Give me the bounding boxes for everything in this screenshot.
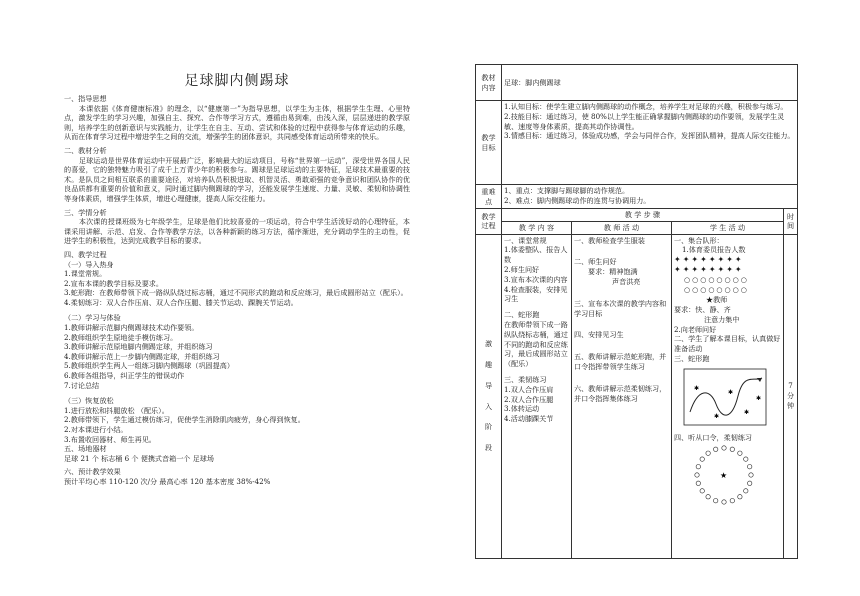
content-column: 一、课堂常规 1.体委整队、报告人数 2.师生问好 3.宣布本次课的内容 4.检查服装，安排见习生 二、蛇形跑 在教师带领下成一路纵队绕标志桶，通过不同的跑动和反应练习，最后成圆形站立（配乐） 三、柔韧练习 1.双人合作压肩 2.双人合作压腿 3.体转运动 4.活动膝踝关节 (502, 234, 572, 558)
effect-line: 预计平均心率 110-120 次/分 最高心率 120 基本密度 38%-42% (64, 476, 271, 486)
section-heading: 一、指导思想 (64, 94, 107, 103)
steps-label: 教 学 步 骤 (502, 209, 784, 222)
process-label: 教学过程 (476, 209, 502, 235)
student-marker (696, 465, 700, 469)
list-item: 3.教师讲解示范原地脚内侧踢定球，并组织练习 (64, 342, 213, 352)
student-marker (722, 446, 726, 450)
student-marker (730, 447, 734, 451)
svg-text:✱: ✱ (744, 408, 750, 416)
student-formation-row: ✦✦✦✦✦✦✦✦ (674, 255, 744, 265)
time-label: 时间 (784, 209, 798, 235)
list-item: 1.课堂常规。 (64, 269, 107, 279)
list-item: 1.教师讲解示范脚内侧踢球技术动作要领。 (64, 323, 199, 333)
student-marker (730, 499, 734, 503)
student-marker (748, 481, 752, 485)
student-marker (696, 481, 700, 485)
list-item: 1.进行放松和抖腿放松 （配乐）。 (64, 405, 169, 415)
section-heading: 三、学情分析 (64, 207, 107, 217)
content-value: 足球：脚内侧踢球 (502, 65, 798, 101)
page-title: 足球脚内侧踢球 (184, 73, 290, 89)
student-marker (738, 451, 742, 455)
section-heading: 六、预计教学效果 (64, 467, 121, 477)
student-marker (714, 499, 718, 503)
teacher-marker: ★教师 (706, 295, 728, 305)
svg-text:✱: ✱ (728, 388, 734, 396)
equipment-line: 足球 21 个 标志桶 6 个 便携式音箱一个 足球场 (64, 453, 214, 463)
student-column: 一、集合队形： 1.体育委员报告人数 ✦✦✦✦✦✦✦✦ ✦✦✦✦✦✦✦✦ ○○○○○○○○ ○○○○○○○○ ★教师 要求：快、静、齐 注意力集中 2.向老师问好 二、学生了解本课目标，认真做好准备活动 三、蛇形跑 ✱ ✱ ✱ ✱ ✱ 四、听从口令，柔韧练习 ★ (672, 234, 784, 558)
list-item: 2.教师带领下，学生通过模仿练习，促使学生消除肌肉疲劳，身心得到恢复。 (64, 415, 305, 425)
student-marker (706, 495, 710, 499)
student-marker (722, 500, 726, 504)
student-marker (714, 447, 718, 451)
student-marker (695, 473, 699, 477)
svg-text:✱: ✱ (756, 394, 762, 402)
section-paragraph: 足球运动是世界体育运动中开展最广泛，影响最大的运动项目，号称“世界第一运动”，深受世界各国人民的喜爱，它的独特魅力吸引了成千上万青少年的积极参与。踢球是足球运动的主要特征，足球技术最重要的技术。是队员之间相互联系的重要途径，对培养队员积极进取、机智灵活、勇敢顽强的竞争意识和团队协作的优良品质都有重要的价值和意义，同时通过脚内侧踢球的学习，还能发展学生速度、力量、灵敏、柔韧和协调性等身体素质，增强学生体质，增进心理健康，提高人际交往能力。 (64, 155, 410, 203)
list-item: 3.蛇形跑：在教师带领下成一路纵队绕过标志桶，通过不同形式的跑动和反应练习，最后成圆形站立（配乐）。 (64, 288, 408, 298)
header-teacher: 教 师 活 动 (572, 221, 672, 234)
lesson-plan-table-wrapper (475, 64, 797, 559)
lesson-plan-text (64, 72, 410, 487)
goal-item: 2.技能目标：通过练习，使 80%以上学生能正确掌握脚内侧踢球的动作要领，发展学生灵敏、速度等身体素质，提高其动作协调性。 (504, 111, 785, 131)
subsection-heading: （二）学习与体验 (64, 313, 121, 323)
time-cell: 7分钟 (784, 234, 798, 558)
student-marker (738, 495, 742, 499)
keys-cell (502, 185, 798, 209)
section-heading: 四、教学过程 (64, 249, 107, 259)
key-item: 1、重点：支撑脚与踢球脚的动作规范。 (504, 186, 630, 195)
key-label: 重难点 (476, 185, 502, 209)
list-item: 4.教师讲解示范上一步脚内侧踢定球，并组织练习 (64, 351, 220, 361)
goals-cell (502, 101, 798, 185)
section-paragraph: 本课依据《体育健康标准》的理念，以“健康第一”为指导思想，以学生为主体，根据学生生理、心里特点，激发学生的学习兴趣，加强自主、探究、合作等学习方式，遵循由易到难，由浅入深，层层递进的教学原则，培养学生的创新意识与实践能力，让学生在自主、互动、尝试和体验的过程中获得参与体育运动的乐趣，从而在体育学习过程中增进学生之间的交流，增强学生的团体意识，共同感受体育运动所带来的快乐。 (64, 103, 410, 142)
list-item: 6.教师各组指导，纠正学生的错误动作 (64, 371, 185, 381)
student-marker (749, 473, 753, 477)
subsection-heading: （三）恢复放松 (64, 396, 114, 406)
student-marker (700, 489, 704, 493)
section-paragraph: 本次课的授课班级为七年级学生，足球是他们比较喜爱的一项运动，符合中学生活泼好动的心理特征，本课采用讲解、示范、启发、合作等教学方法，以各种新颖的练习方法，循序渐进，充分调动学生的主动性，促进学生的积极性，达到完成教学目标的要求。 (64, 217, 410, 246)
goal-item: 1.认知目标：使学生建立脚内侧踢球的动作概念，培养学生对足球的兴趣，积极参与练习。 (504, 102, 788, 111)
svg-text:★: ★ (720, 471, 728, 481)
student-formation-row: ○○○○○○○○ (684, 286, 749, 295)
list-item: 2.对本课进行小结。 (64, 425, 128, 434)
list-item: 2.教师组织学生原地徒手模仿练习。 (64, 332, 178, 342)
content-label: 教材内容 (476, 65, 502, 101)
goal-item: 3.情感目标：通过练习，体验成功感，学会与同伴合作，发挥团队精神，提高人际交往能力。 (504, 131, 795, 141)
key-item: 2、难点：脚内侧踢球动作的连贯与协调用力。 (504, 195, 651, 205)
list-item: 2.宣布本课的教学目标及要求。 (64, 278, 163, 288)
student-marker (744, 457, 748, 461)
svg-text:✱: ✱ (714, 412, 720, 420)
section-heading: 二、教材分析 (64, 145, 107, 155)
student-marker (744, 489, 748, 493)
teacher-column: 一、教师检查学生服装 二、师生问好 要求：精神饱满 声音洪亮 三、宣布本次课的教学内容和学习目标 四、安排见习生 五、教师讲解示范蛇形跑，并口令指挥带领学生练习 六、教师讲解示范柔韧练习，并口令指挥集体练习 (572, 234, 672, 558)
list-item: 5.教师组织学生两人一组练习脚内侧踢球（巩固提高） (64, 361, 234, 371)
list-item: 4.柔韧练习：双人合作压肩、双人合作压腿、膝关节运动、踝腕关节运动。 (64, 297, 298, 307)
stage-label: 激 趣 导 入 阶 段 (476, 234, 502, 558)
circle-formation-diagram (674, 442, 774, 506)
header-content: 教 学 内 容 (502, 221, 572, 234)
lesson-plan-table (475, 64, 798, 559)
svg-text:✱: ✱ (694, 384, 700, 392)
snake-run-diagram (674, 364, 774, 430)
list-item: 3.布置收回器材、师生再见。 (64, 434, 156, 444)
goal-label: 教学目标 (476, 101, 502, 185)
list-item: 7.讨论总结 (64, 380, 100, 390)
student-formation-row: ✦✦✦✦✦✦✦✦ (674, 265, 744, 275)
student-marker (748, 465, 752, 469)
header-student: 学 生 活 动 (672, 221, 784, 234)
section-heading: 五、场地器材 (64, 444, 107, 454)
student-marker (700, 457, 704, 461)
student-marker (706, 451, 710, 455)
subsection-heading: （一）导入热身 (64, 259, 114, 269)
student-formation-row: ○○○○○○○○ (684, 276, 749, 285)
